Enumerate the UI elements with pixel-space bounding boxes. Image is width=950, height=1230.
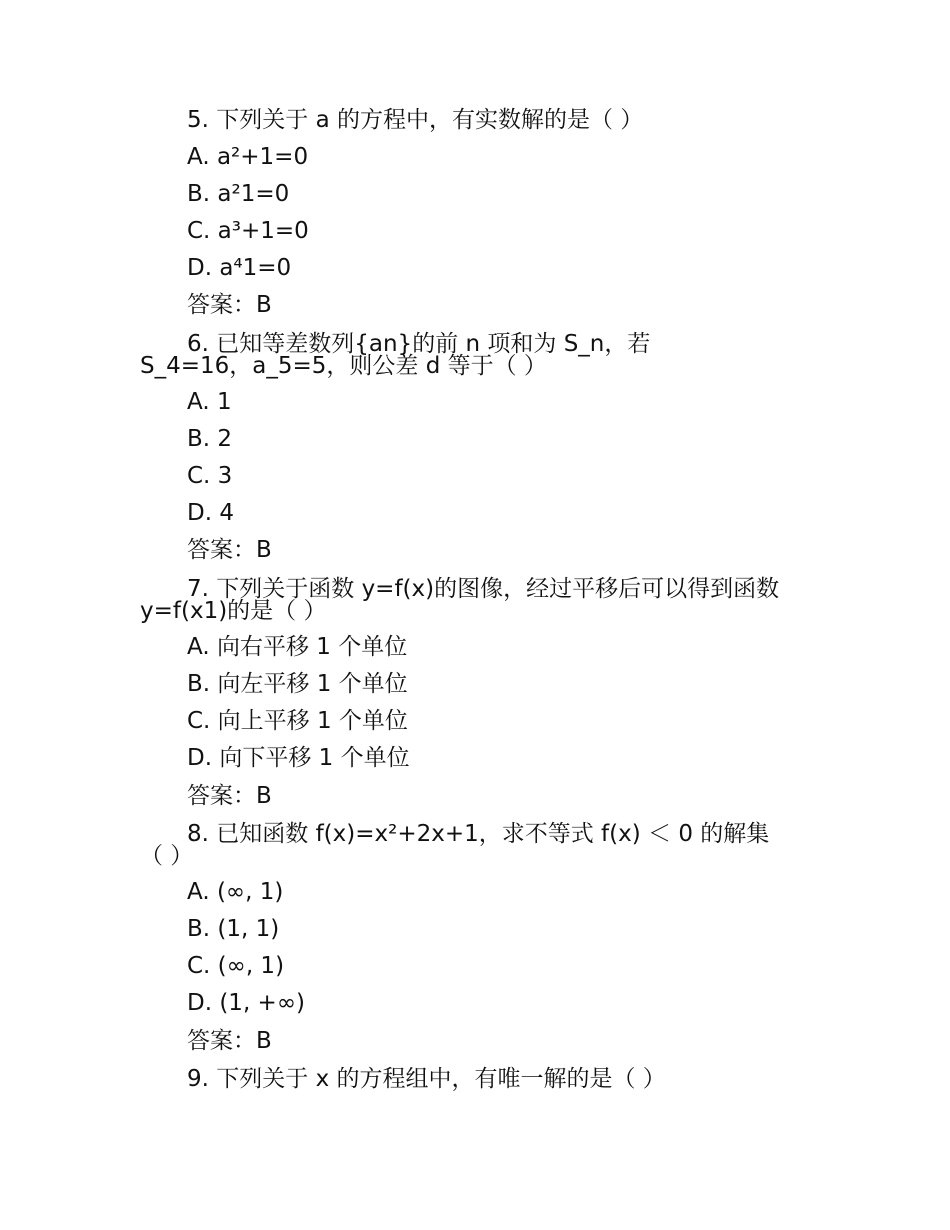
question-6-stem-line1: 6. 已知等差数列{an}的前 n 项和为 S_n，若 bbox=[187, 331, 651, 357]
question-5-stem: 5. 下列关于 a 的方程中，有实数解的是（ ） bbox=[187, 107, 644, 133]
question-7-stem-line2: y=f(x1)的是（ ） bbox=[140, 598, 327, 624]
question-7-option-d: D. 向下平移 1 个单位 bbox=[187, 745, 410, 771]
question-5-option-a: A. a²+1=0 bbox=[187, 144, 309, 170]
question-8-answer: 答案：B bbox=[187, 1028, 272, 1054]
question-8-option-a: A. (∞, 1) bbox=[187, 879, 284, 905]
question-9-stem: 9. 下列关于 x 的方程组中，有唯一解的是（ ） bbox=[187, 1066, 666, 1092]
question-5-option-c: C. a³+1=0 bbox=[187, 218, 309, 244]
question-7-option-c: C. 向上平移 1 个单位 bbox=[187, 708, 408, 734]
question-7-stem-line1: 7. 下列关于函数 y=f(x)的图像，经过平移后可以得到函数 bbox=[187, 576, 780, 602]
question-7-option-a: A. 向右平移 1 个单位 bbox=[187, 634, 408, 660]
question-6-option-b: B. 2 bbox=[187, 426, 233, 452]
question-6-option-a: A. 1 bbox=[187, 389, 232, 415]
question-6-option-d: D. 4 bbox=[187, 500, 234, 526]
question-6-stem-line2: S_4=16，a_5=5，则公差 d 等于（ ） bbox=[140, 353, 547, 379]
question-5-answer: 答案：B bbox=[187, 292, 272, 318]
question-6-answer: 答案：B bbox=[187, 537, 272, 563]
question-5-option-b: B. a²1=0 bbox=[187, 181, 290, 207]
question-8-stem-line2: （ ） bbox=[140, 843, 194, 869]
question-5-option-d: D. a⁴1=0 bbox=[187, 255, 292, 281]
question-8-option-c: C. (∞, 1) bbox=[187, 953, 285, 979]
question-6-option-c: C. 3 bbox=[187, 463, 233, 489]
question-8-option-d: D. (1, +∞) bbox=[187, 990, 305, 1016]
question-7-answer: 答案：B bbox=[187, 783, 272, 809]
question-8-stem-line1: 8. 已知函数 f(x)=x²+2x+1，求不等式 f(x) ＜ 0 的解集 bbox=[187, 821, 770, 847]
question-7-option-b: B. 向左平移 1 个单位 bbox=[187, 671, 408, 697]
question-8-option-b: B. (1, 1) bbox=[187, 916, 280, 942]
